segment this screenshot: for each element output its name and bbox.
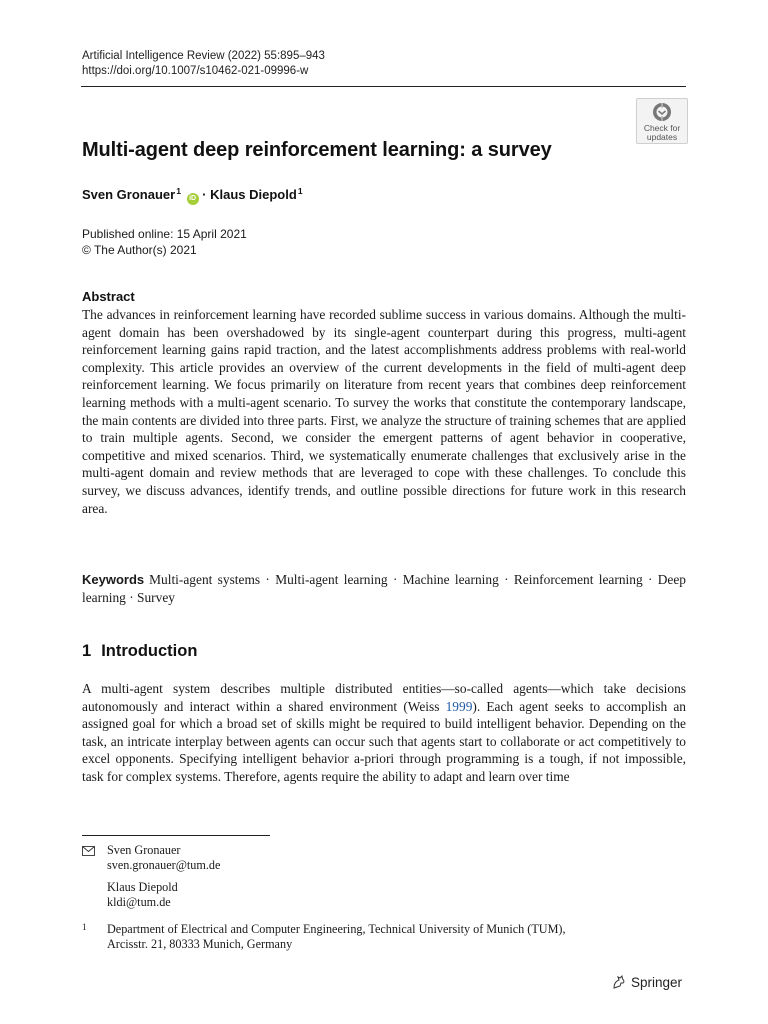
contact-email-1[interactable]: sven.gronauer@tum.de — [107, 858, 221, 872]
envelope-icon — [82, 846, 95, 856]
section-number: 1 — [82, 642, 92, 660]
citation-link[interactable]: 1999 — [445, 698, 473, 714]
check-for-updates-icon — [652, 102, 672, 122]
author-list — [82, 186, 303, 205]
contact-name-2: Klaus Diepold — [107, 880, 178, 894]
affiliation-line-2: Arcisstr. 21, 80333 Munich, Germany — [107, 937, 293, 951]
author-separator: · — [198, 187, 211, 202]
copyright-notice: © The Author(s) 2021 — [82, 243, 197, 257]
header-divider — [81, 86, 686, 87]
author-affiliation-sup-1: 1 — [176, 186, 181, 196]
orcid-icon[interactable]: iD — [187, 193, 199, 205]
contact-email-2[interactable]: kldi@tum.de — [107, 895, 171, 909]
intro-text-part-2: ). Each agent seeks to accomplish an assigned goal for which a broad set of skills might be required to build intelligent behavior. Depending on the task, an intricate interplay between agents can occur such that agents start to collaborate or act competitively to excel opponents. Specifying intelligent behavior a-priori through programming is a tough, if not impossible, task for complex systems. Therefore, agents require the ability to adapt and learn over time — [82, 698, 687, 784]
check-for-updates-badge[interactable] — [636, 98, 688, 144]
corresponding-author-contacts — [107, 843, 220, 910]
section-title: Introduction — [101, 642, 198, 660]
keywords-line — [82, 571, 686, 606]
author-name-1[interactable]: Sven Gronauer — [82, 187, 176, 202]
affiliation-number: 1 — [82, 922, 87, 932]
springer-horse-icon — [611, 974, 627, 990]
section-heading — [82, 642, 197, 661]
keywords-label: Keywords — [82, 572, 145, 587]
keywords-list: Multi-agent systems · Multi-agent learning · Machine learning · Reinforcement learning · Deep learning · Survey — [82, 572, 686, 605]
affiliation-line-1: Department of Electrical and Computer Engineering, Technical University of Munich (TUM), — [107, 922, 566, 936]
springer-logo[interactable] — [611, 974, 682, 990]
author-name-2[interactable]: Klaus Diepold — [210, 187, 297, 202]
abstract-body: The advances in reinforcement learning have recorded sublime success in various domains. Although the multi-agent domain has been overshadowed by its single-agent counterpart during this progress, multi-agent reinforcement learning gains rapid traction, and the latest accomplishments address problems with real-world complexity. This article provides an overview of the current developments in the field of multi-agent deep reinforcement learning. We focus primarily on literature from recent years that combines deep reinforcement learning methods with a multi-agent scenario. To survey the works that constitute the contemporary landscape, the main contents are divided into three parts. First, we analyze the structure of training schemes that are applied to train multiple agents. Second, we consider the emergent patterns of agent behavior in cooperative, competitive and mixed scenarios. Third, we systematically enumerate challenges that exclusively arise in the multi-agent domain and review methods that are leveraged to cope with these challenges. To conclude this survey, we discuss advances, identify trends, and outline possible directions for future work in this research area. — [82, 307, 686, 516]
footnote-divider — [82, 835, 270, 836]
author-affiliation-sup-2: 1 — [297, 186, 303, 196]
affiliation-text — [107, 922, 566, 952]
publisher-name: Springer — [631, 975, 683, 990]
abstract-heading: Abstract — [82, 289, 135, 304]
paper-title: Multi-agent deep reinforcement learning: a survey — [82, 139, 552, 161]
introduction-paragraph — [82, 680, 686, 786]
contact-name-1: Sven Gronauer — [107, 843, 181, 857]
journal-citation: Artificial Intelligence Review (2022) 55:895–943 — [82, 50, 325, 62]
published-date: Published online: 15 April 2021 — [82, 227, 247, 241]
intro-text-part-1: A multi-agent system describes multiple distributed entities—so-called agents—which take decisions autonomously and interact within a shared environment (Weiss — [82, 681, 686, 714]
doi-link[interactable]: https://doi.org/10.1007/s10462-021-09996-w — [82, 65, 309, 77]
check-for-updates-label: Check for updates — [643, 123, 681, 142]
